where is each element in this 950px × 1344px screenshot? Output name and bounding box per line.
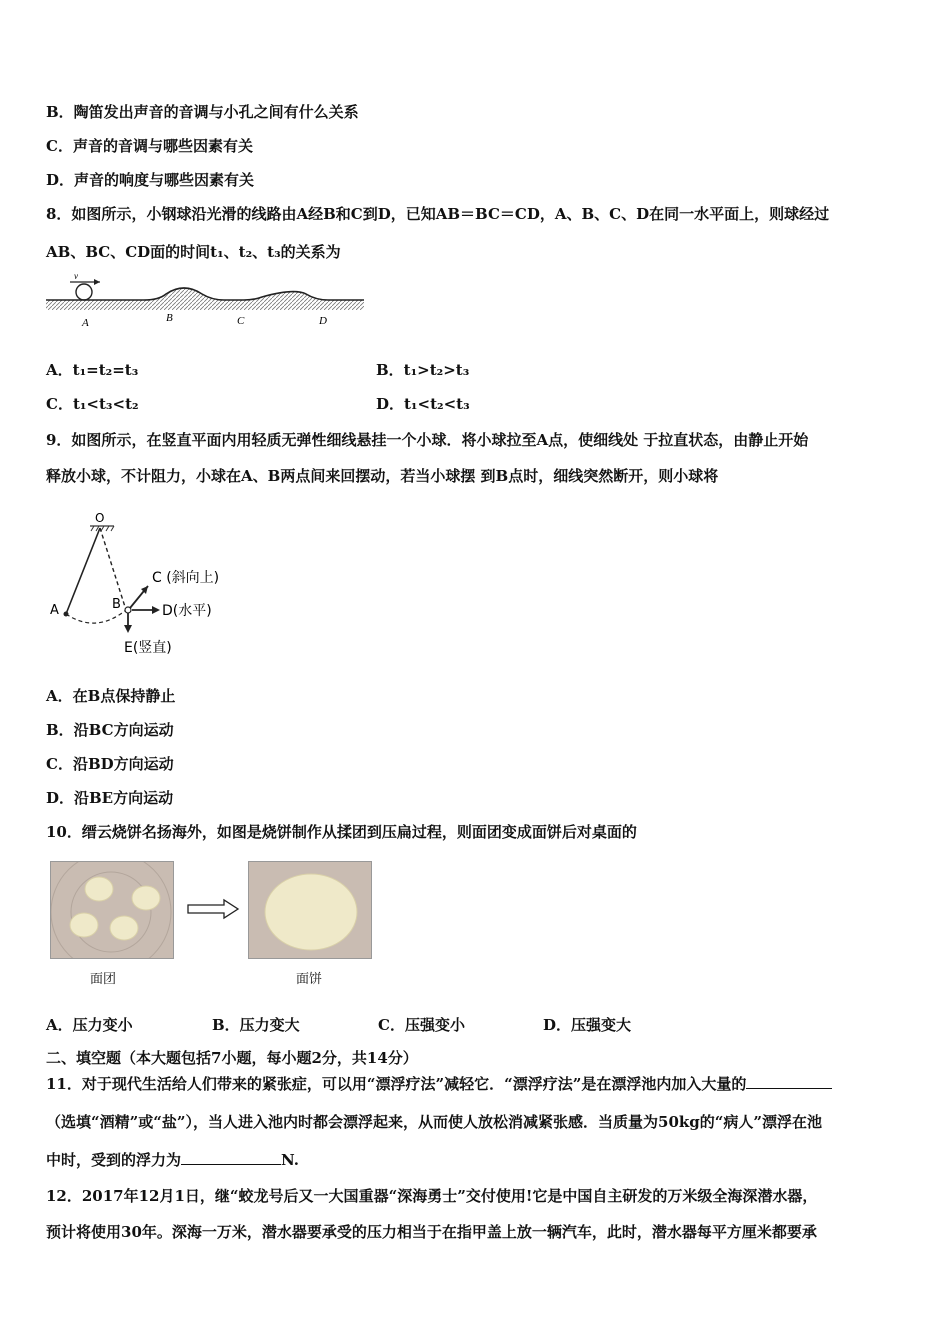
flat-dough-photo <box>248 861 372 959</box>
q7-option-b: B．陶笛发出声音的音调与小孔之间有什么关系 <box>46 103 359 121</box>
q8-stem-line1: 8．如图所示，小钢球沿光滑的线路由A经B和C到D，已知AB＝BC＝CD，A、B、C、D在同一水平面上，则球经过 <box>46 205 830 223</box>
q10-option-d: D．压强变大 <box>543 1016 632 1034</box>
q8-stem-line2: AB、BC、CD面的时间t₁、t₂、t₃的关系为 <box>46 243 341 261</box>
q10-option-b: B．压力变大 <box>212 1016 300 1034</box>
q7-option-d: D．声音的响度与哪些因素有关 <box>46 171 255 189</box>
process-arrow <box>186 898 242 920</box>
q10-stem: 10．缙云烧饼名扬海外，如图是烧饼制作从揉团到压扁过程，则面团变成面饼后对桌面的 <box>46 823 637 841</box>
q11-text3b: N. <box>281 1151 299 1169</box>
string-to-a <box>66 528 100 614</box>
q9-option-a: A．在B点保持静止 <box>46 687 176 705</box>
label-d: D(水平) <box>162 603 212 619</box>
label-a: A <box>82 317 89 329</box>
q8-option-c: C．t₁<t₃<t₂ <box>46 395 139 413</box>
q11-text3a: 中时，受到的浮力为 <box>46 1151 182 1169</box>
q9-pendulum-figure <box>44 506 254 662</box>
caption-dough-ball: 面团 <box>90 972 117 987</box>
q10-option-a: A．压力变小 <box>46 1016 133 1034</box>
label-c: C (斜向上) <box>152 570 220 586</box>
dough-balls-photo <box>50 861 174 959</box>
section-heading: 二、填空题（本大题包括7小题，每小题2分，共14分） <box>46 1049 418 1067</box>
q12-line1: 12．2017年12月1日，继“蛟龙号后又一大国重器“深海勇士”交付使用!它是中国自主研发的万米级全海深潜水器， <box>46 1187 818 1205</box>
q11-line2: （选填“酒精”或“盐”），当人进入池内时都会漂浮起来，从而使人放松消减紧张感．当质量为50kg的“病人”漂浮在池 <box>46 1113 823 1131</box>
q9-option-d: D．沿BE方向运动 <box>46 789 174 807</box>
label-a: A <box>50 603 59 618</box>
q11-line3 <box>46 1150 299 1170</box>
caption-flat-dough: 面饼 <box>296 972 323 987</box>
q11-blank-2[interactable] <box>181 1150 281 1165</box>
q10-option-c: C．压强变小 <box>378 1016 465 1034</box>
q9-stem-line1: 9．如图所示，在竖直平面内用轻质无弹性细线悬挂一个小球．将小球拉至A点，使细线处 于拉直状态，由静止开始 <box>46 431 809 449</box>
label-b: B <box>166 312 173 324</box>
q11-text1: 11．对于现代生活给人们带来的紧张症，可以用“漂浮疗法”减轻它．“漂浮疗法”是在漂浮池内加入大量的 <box>46 1075 747 1093</box>
q8-option-b: B．t₁>t₂>t₃ <box>376 361 470 379</box>
label-b: B <box>112 597 121 612</box>
label-o: O <box>95 511 105 525</box>
q11-line1 <box>46 1074 832 1094</box>
q8-option-a: A．t₁=t₂=t₃ <box>46 361 139 379</box>
q9-option-c: C．沿BD方向运动 <box>46 755 174 773</box>
q8-option-d: D．t₁<t₂<t₃ <box>376 395 470 413</box>
q11-blank-1[interactable] <box>746 1074 832 1089</box>
q8-track-figure <box>44 270 368 332</box>
steel-ball <box>76 284 92 300</box>
q9-option-b: B．沿BC方向运动 <box>46 721 174 739</box>
label-c: C <box>237 315 245 327</box>
q12-line2: 预计将使用30年。深海一万米，潜水器要承受的压力相当于在指甲盖上放一辆汽车，此时，潜水器每平方厘米都要承 <box>46 1223 817 1241</box>
label-d: D <box>319 315 327 327</box>
label-e: E(竖直) <box>124 640 172 656</box>
label-v: v <box>74 271 78 281</box>
q7-option-c: C．声音的音调与哪些因素有关 <box>46 137 253 155</box>
q9-stem-line2: 释放小球，不计阻力，小球在A、B两点间来回摆动，若当小球摆 到B点时，细线突然断开，则小球将 <box>46 467 719 485</box>
